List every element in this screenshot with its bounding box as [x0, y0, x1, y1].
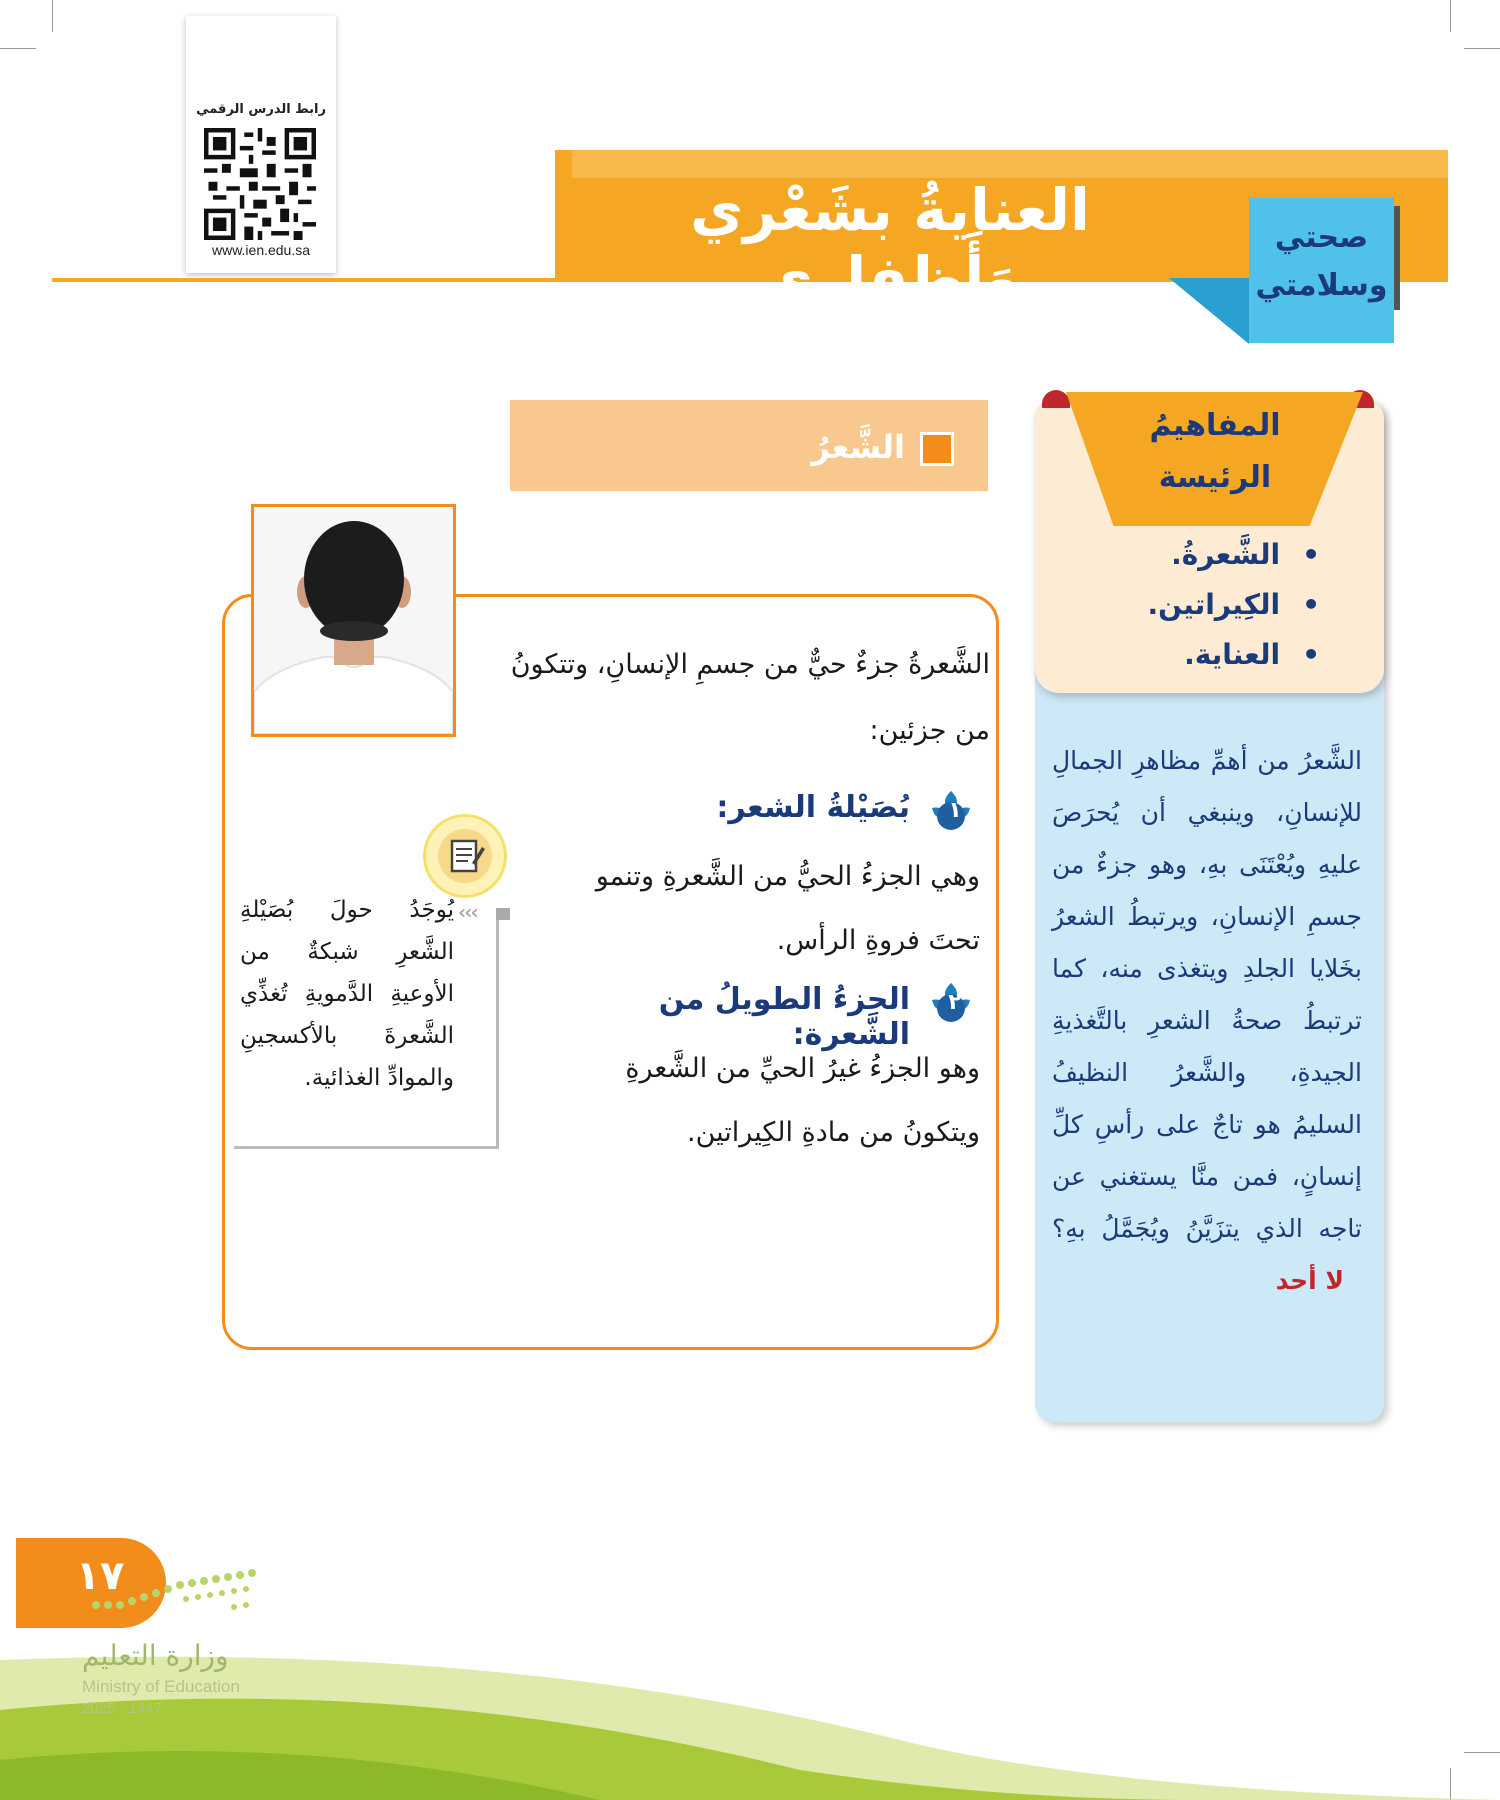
notepad-icon: [426, 817, 504, 895]
unit-badge-edge: [1394, 206, 1400, 310]
concepts-heading-line1: المفاهيمُ: [1149, 408, 1281, 443]
unit-badge-fold: [1169, 278, 1249, 344]
ministry-name-arabic: وزارة التعليم: [82, 1639, 229, 1672]
page-number: ١٧: [75, 1553, 125, 1599]
ministry-name-english: Ministry of Education: [82, 1677, 240, 1696]
part-heading-text: بُصَيْلةُ الشعر:: [716, 790, 910, 825]
part-body: وهي الجزءُ الحيُّ من الشَّعرةِ وتنمو تحتَ فروةِ الرأس.: [595, 861, 980, 956]
crop-mark: [1464, 48, 1500, 49]
boy-back-of-head-image: [254, 507, 453, 734]
part-number: ٢: [948, 990, 962, 1015]
part-heading-text: الجزءُ الطويلُ من الشَّعرة:: [658, 982, 910, 1052]
unit-title-line2: وسلامتي: [1255, 268, 1388, 303]
hair-photo: [251, 504, 456, 737]
qr-label: رابط الدرس الرقمي: [196, 102, 326, 117]
title-banner-highlight: [572, 150, 1448, 178]
footer-swoosh: [0, 1600, 1500, 1800]
section-square-icon: [920, 432, 954, 466]
part-body: وهو الجزءُ غيرُ الحيِّ من الشَّعرةِ ويتكونُ من مادةِ الكِيراتين.: [625, 1053, 980, 1148]
part-heading: [600, 790, 910, 825]
ministry-logo-icon: [86, 1565, 266, 1625]
section-title: الشَّعرُ: [811, 428, 905, 466]
note-icon: [423, 814, 507, 898]
concepts-list: [1080, 530, 1320, 680]
lesson-title: العنايةُ بشَعْري وَأَظفاري: [690, 176, 1090, 312]
intro-paragraph: [1052, 735, 1362, 1307]
concept-item: • العناية.: [1080, 630, 1320, 680]
pin-icon: [1042, 390, 1070, 408]
concept-item: • الشَّعرةُ.: [1080, 530, 1320, 580]
intro-answer: لا أحد: [1275, 1266, 1344, 1295]
crop-mark: [0, 48, 36, 49]
intro-text: الشَّعرُ من أهمِّ مظاهرِ الجمالِ للإنسانِ، وينبغي أن يُحرَصَ عليهِ ويُعْتَنَى بهِ، وهو جزءٌ من جسمِ الإنسانِ، ويرتبطُ الشعرُ بخَلايا الجلدِ ويتغذى منه، كما ترتبطُ صحةُ الشعرِ بالتَّغذيةِ الجيدةِ، والشَّعرُ النظيفُ السليمُ هو تاجٌ على رأسِ كلِّ إنسانٍ، فمن منَّا يستغني عن تاجه الذي يتزَيَّنُ ويُجَمَّلُ بهِ؟: [1052, 746, 1362, 1243]
unit-title-line1: صحتي: [1274, 220, 1369, 255]
qr-url[interactable]: www.ien.edu.sa: [211, 242, 311, 258]
crop-mark: [52, 0, 53, 32]
note-arrows-icon: ‹‹‹: [458, 900, 477, 924]
qr-code-icon[interactable]: [204, 128, 316, 240]
definition-text: الشَّعرةُ جزءٌ حيٌّ من جسمِ الإنسانِ، وتتكونُ من جزئين:: [510, 649, 990, 746]
part-number: ١: [948, 798, 962, 823]
note-text: يُوجَدُ حولَ بُصَيْلةِ الشَّعرِ شبكةٌ من الأوعيةِ الدَّمويةِ تُغذِّي الشَّعرةَ بالأكسجينِ والموادِّ الغذائية.: [240, 897, 454, 1091]
concepts-heading: [1110, 400, 1320, 504]
crop-mark: [1450, 0, 1451, 32]
ministry-year: 2025 - 1447: [82, 1700, 163, 1717]
concepts-heading-line2: الرئيسة: [1158, 460, 1272, 495]
unit-title: [1249, 214, 1394, 310]
note-frame-cap: [496, 908, 510, 920]
digital-lesson-qr-card[interactable]: [186, 16, 336, 273]
concept-item: • الكِيراتين.: [1080, 580, 1320, 630]
